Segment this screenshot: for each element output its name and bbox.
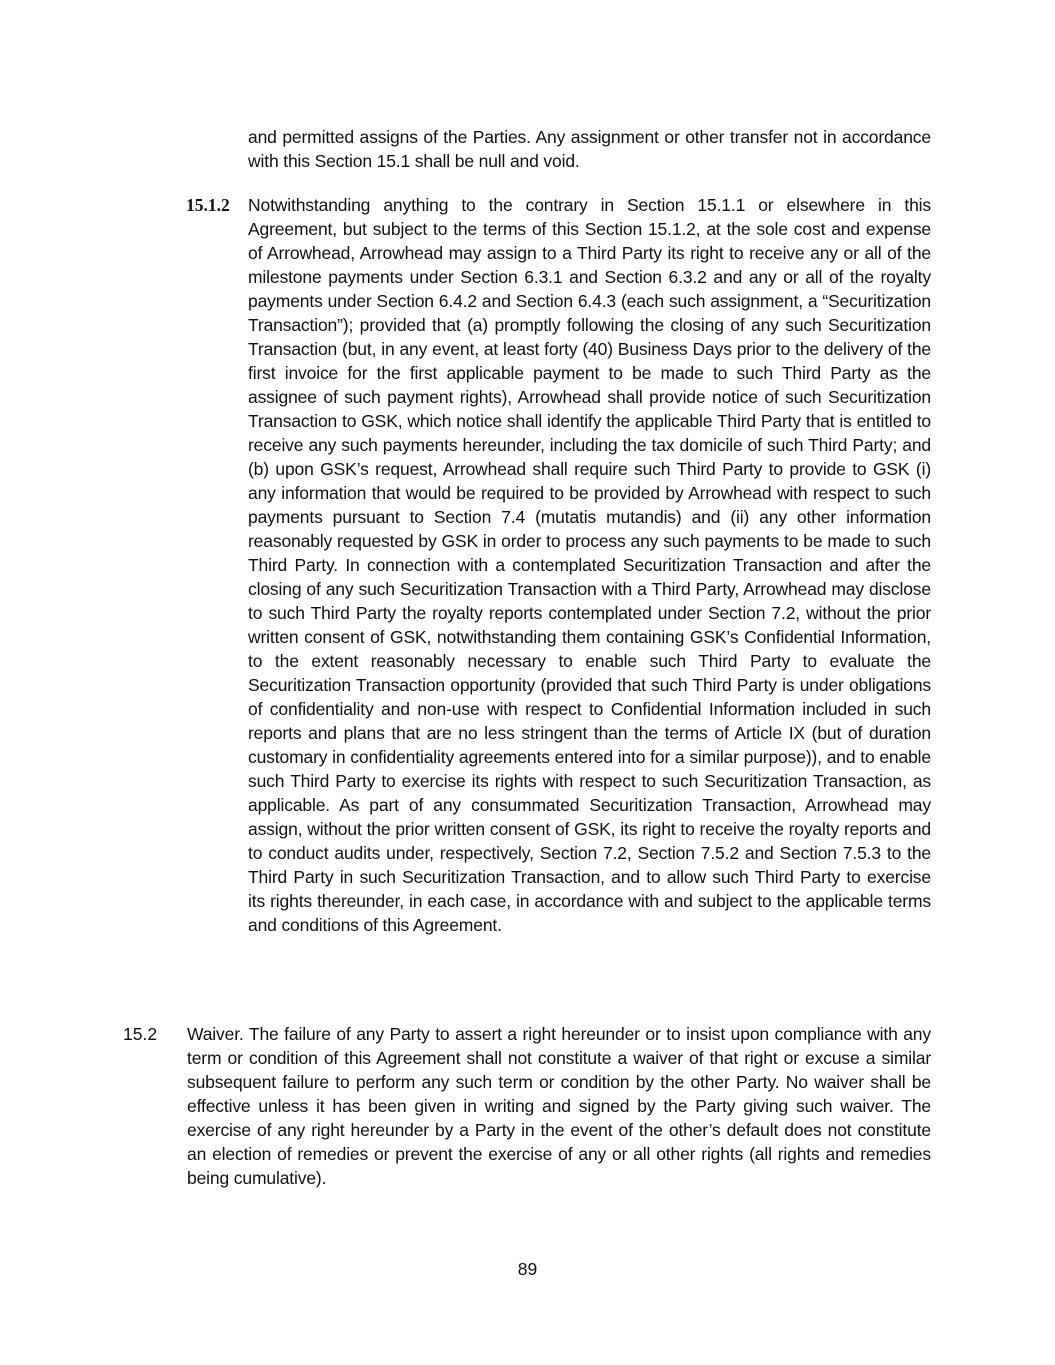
subsection-15-1-2-number: 15.1.2: [186, 195, 230, 215]
page-number: 89: [517, 1259, 538, 1279]
subsection-15-1-2-paragraph: Notwithstanding anything to the contrary in Section 15.1.1 or elsewhere in this Agreement, but subject to the terms of this Section 15.1.2, at the sole cost and expense of Arrowhead, Arrowhead may assign to a Third Party its right to receive any or all of the milestone payments under Section 6.3.1 and Section 6.3.2 and any or all of the royalty payments under Section 6.4.2 and Section 6.4.3 (each such assignment, a “Securitization Transaction”); provided that (a) promptly following the closing of any such Securitization Transaction (but, in any event, at least forty (40) Business Days prior to the delivery of the first invoice for the first applicable payment to be made to such Third Party as the assignee of such payment rights), Arrowhead shall provide notice of such Securitization Transaction to GSK, which notice shall identify the applicable Third Party that is entitled to receive any such payments hereunder, including the tax domicile of such Third Party; and (b) upon GSK’s request, Arrowhead shall require such Third Party to provide to GSK (i) any information that would be required to be provided by Arrowhead with respect to such payments pursuant to Section 7.4 (mutatis mutandis) and (ii) any other information reasonably requested by GSK in order to process any such payments to be made to such Third Party. In connection with a contemplated Securitization Transaction and after the closing of any such Securitization Transaction with a Third Party, Arrowhead may disclose to such Third Party the royalty reports contemplated under Section 7.2, without the prior written consent of GSK, notwithstanding them containing GSK’s Confidential Information, to the extent reasonably necessary to enable such Third Party to evaluate the Securitization Transaction opportunity (provided that such Third Party is under obligations of confidentiality and non-use with respect to Confidential Information included in such reports and plans that are no less stringent than the terms of Article IX (but of duration customary in confidentiality agreements entered into for a similar purpose)), and to enable such Third Party to exercise its rights with respect to such Securitization Transaction, as applicable. As part of any consummated Securitization Transaction, Arrowhead may assign, without the prior written consent of GSK, its right to receive the royalty reports and to conduct audits under, respectively, Section 7.2, Section 7.5.2 and Section 7.5.3 to the Third Party in such Securitization Transaction, and to allow such Third Party to exercise its rights thereunder, in each case, in accordance with and subject to the applicable terms and conditions of this Agreement.: [248, 195, 931, 935]
section-15-2-number: 15.2: [123, 1024, 158, 1044]
section-15-1-continuation-paragraph: and permitted assigns of the Parties. Any assignment or other transfer not in accordance with this Section 15.1 shall be null and void.: [248, 127, 931, 171]
section-15-2-waiver-paragraph: Waiver. The failure of any Party to assert a right hereunder or to insist upon compliance with any term or condition of this Agreement shall not constitute a waiver of that right or excuse a similar subsequent failure to perform any such term or condition by the other Party. No waiver shall be effective unless it has been given in writing and signed by the Party giving such waiver. The exercise of any right hereunder by a Party in the event of the other’s default does not constitute an election of remedies or prevent the exercise of any or all other rights (all rights and remedies being cumulative).: [187, 1024, 931, 1188]
